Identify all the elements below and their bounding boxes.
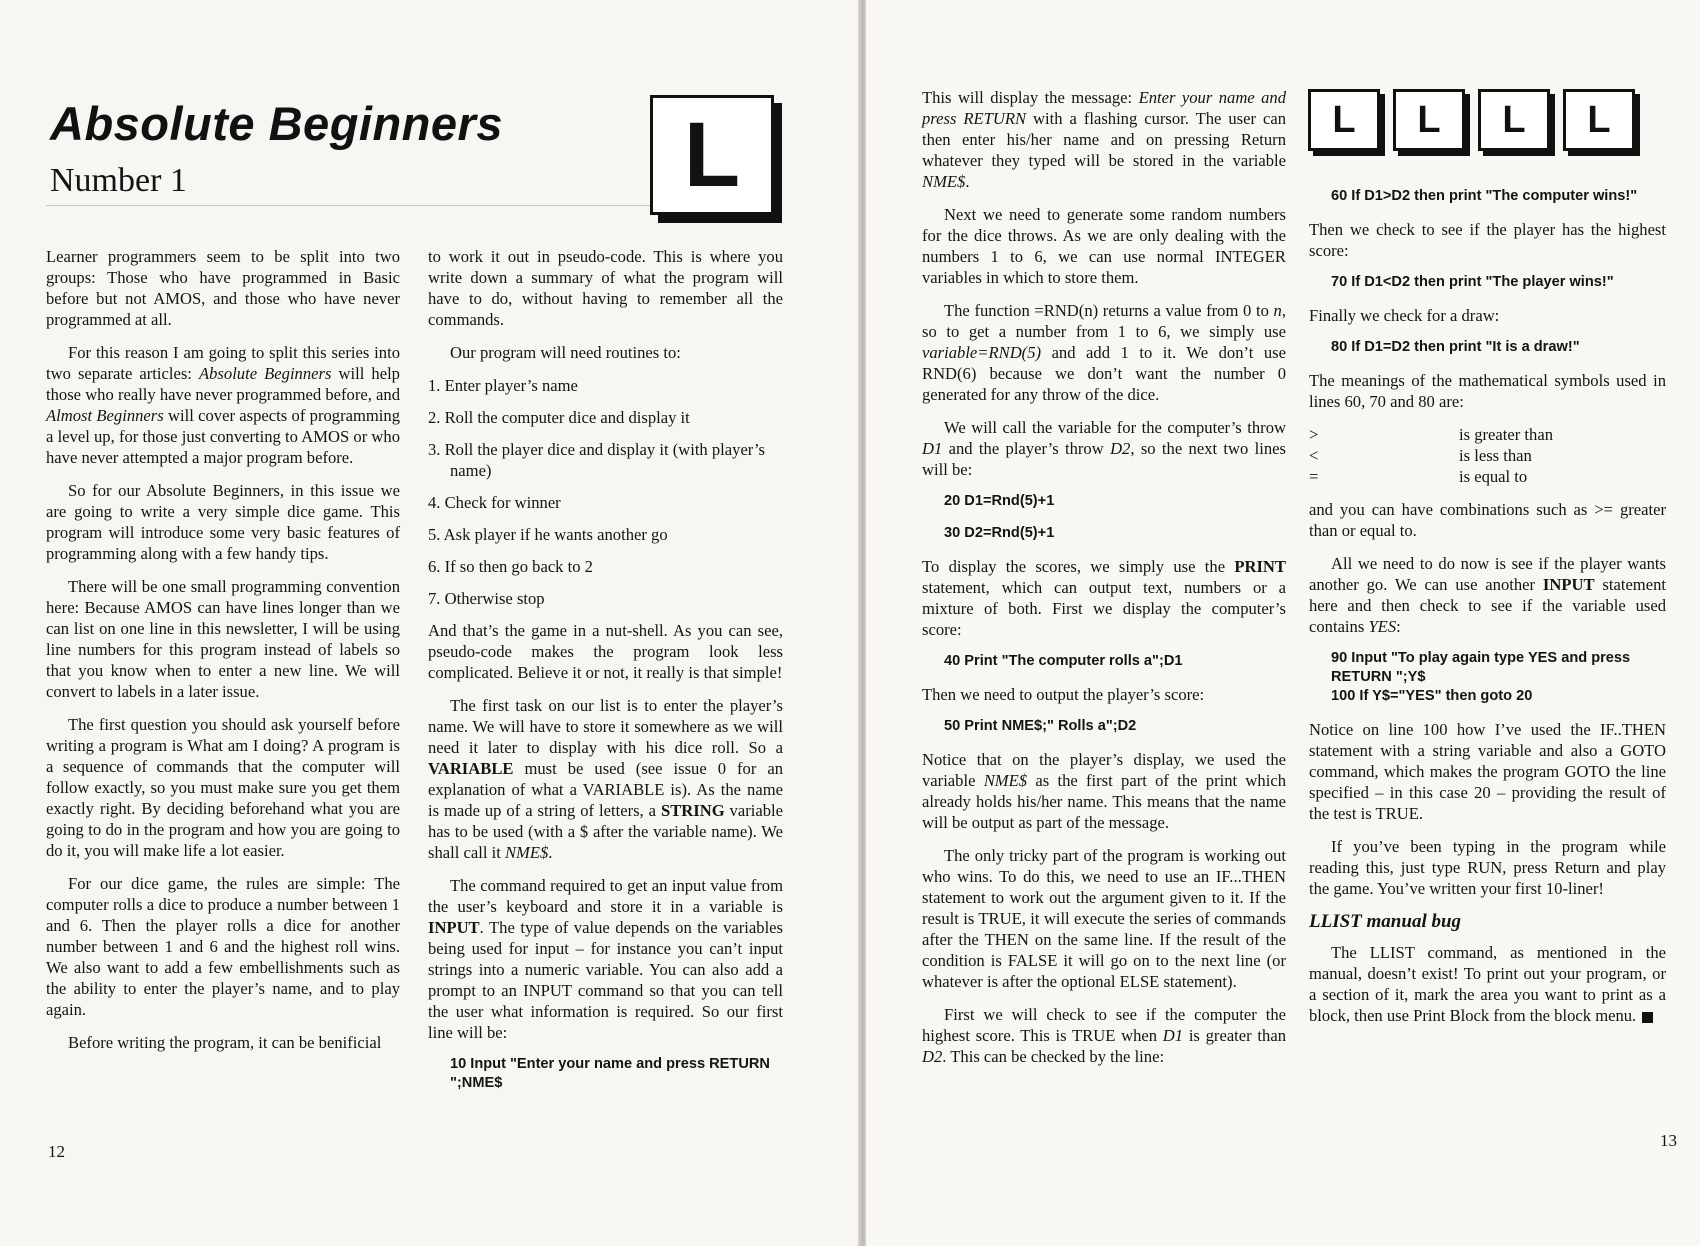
right-column-1 [922, 87, 1286, 1079]
l-logo-icon: L [650, 95, 774, 215]
list-item: 5. Ask player if he wants another go [428, 525, 668, 544]
section-heading: LLIST manual bug [1309, 911, 1462, 932]
paragraph: Our program will need routines to: [450, 343, 681, 362]
paragraph: to work it out in pseudo-code. This is where you write down a summary of what the program will have to do, without having to remember all the commands. [428, 247, 783, 329]
paragraph: Then we check to see if the player has the highest score: [1309, 220, 1666, 260]
symbol: < [1309, 446, 1319, 465]
paragraph: The command required to get an input value from the user’s keyboard and store it in a variable is INPUT. The type of value depends on the variables being used for input – for instance you can’t input strings into a numeric variable. You can also add a prompt to an INPUT command so that you can tell the user what information is required. So our first line will be: [428, 876, 783, 1042]
code-line: 80 If D1=D2 then print "It is a draw!" [1331, 339, 1580, 355]
right-column-2 [1309, 187, 1666, 1038]
paragraph: Finally we check for a draw: [1309, 306, 1500, 325]
paragraph: So for our Absolute Beginners, in this issue we are going to write a very simple dice game. This program will introduce some very basic features of programming along with a few handy tips. [46, 481, 400, 563]
symbol-table [1309, 424, 1666, 487]
list-item: 4. Check for winner [428, 493, 561, 512]
list-item: 3. Roll the player dice and display it (with player’s name) [428, 440, 766, 480]
paragraph: For our dice game, the rules are simple: The computer rolls a dice to produce a number between 1 and 6. Then the player rolls a dice for another number between 1 and 6 and the highest roll wins. We also want to add a few embellishments such as the ability to enter the player’s name, and to play again. [46, 874, 400, 1019]
paragraph: This will display the message: Enter your name and press RETURN with a flashing cursor. The user can then enter his/her name and on pressing Return whatever they typed will be stored in the variable NME$. [922, 88, 1287, 191]
page-number: 13 [1660, 1131, 1677, 1150]
paragraph: If you’ve been typing in the program while reading this, just type RUN, press Return and play the game. You’ve written your first 10-liner! [1309, 837, 1666, 898]
l-logo-icon: L [1478, 89, 1550, 151]
paragraph: First we will check to see if the computer the highest score. This is TRUE when D1 is greater than D2. This can be checked by the line: [922, 1005, 1287, 1066]
paragraph: The only tricky part of the program is working out who wins. To do this, we need to use an IF...THEN statement to work out the argument given to it. If the result is TRUE, it will execute the series of commands after the THEN on the same line. If the result of the condition is FALSE it will go on to the next line (or whatever is after the optional ELSE statement). [922, 846, 1286, 991]
title-divider [46, 205, 686, 206]
symbol-meaning: is equal to [1459, 467, 1528, 486]
page-number: 12 [48, 1142, 65, 1161]
code-line: 50 Print NME$;" Rolls a";D2 [944, 718, 1137, 734]
paragraph: The function =RND(n) returns a value from 0 to n, so to get a number from 1 to 6, we simply use variable=RND(5) and add 1 to it. We don’t use RND(6) because we don’t want the number 0 generated for any throw of the dice. [922, 301, 1286, 404]
paragraph: And that’s the game in a nut-shell. As you can see, pseudo-code makes the program look less complicated. Believe it or not, it really is that simple! [428, 621, 783, 682]
paragraph: All we need to do now is see if the player wants another go. We can use another INPUT statement here and then check to see if the variable used contains YES: [1309, 554, 1666, 636]
paragraph: There will be one small programming convention here: Because AMOS can have lines longer than we can list on one line in this newsletter, I will be using line numbers for this program instead of labels so that you know when to enter a new line. We will convert to labels in a later issue. [46, 577, 400, 701]
list-item: 6. If so then go back to 2 [428, 557, 593, 576]
paragraph: The LLIST command, as mentioned in the manual, doesn’t exist! To print out your program, or a section of it, mark the area you want to print as a block, then use Print Block from the block menu. [1309, 943, 1666, 1025]
end-mark-icon [1642, 1012, 1653, 1023]
left-column-2 [428, 246, 783, 1106]
l-logo-icon: L [1308, 89, 1380, 151]
left-column-1 [46, 246, 400, 1065]
paragraph: Notice that on the player’s display, we used the variable NME$ as the first part of the print which already holds his/her name. This means that the name will be output as part of the message. [922, 750, 1286, 832]
code-line: 70 If D1<D2 then print "The player wins!" [1331, 274, 1614, 290]
code-line: 40 Print "The computer rolls a";D1 [944, 653, 1183, 669]
paragraph: Then we need to output the player’s score: [922, 685, 1205, 704]
paragraph: The first task on our list is to enter the player’s name. We will have to store it somewhere as we will need it later to display with his dice roll. So a VARIABLE must be used (see issue 0 for an explanation of what a VARIABLE is). As the name is made up of a string of letters, a STRING variable has to be used (with a $ after the variable name). We shall call it NME$. [428, 696, 783, 862]
symbol-meaning: is less than [1459, 446, 1532, 465]
l-logo-icon: L [1563, 89, 1635, 151]
l-logo-icon: L [1393, 89, 1465, 151]
article-title: Absolute Beginners [50, 97, 503, 150]
symbol: > [1309, 425, 1319, 444]
paragraph: Next we need to generate some random numbers for the dice throws. As we are only dealing with the numbers 1 to 6, we can use normal INTEGER variables in which to store them. [922, 205, 1286, 287]
symbol: = [1309, 467, 1319, 486]
list-item: 2. Roll the computer dice and display it [428, 408, 690, 427]
paragraph: The first question you should ask yourself before writing a program is What am I doing? A program is a sequence of commands that the computer will follow exactly, so you must make sure you get them exactly right. By deciding beforehand what you are going to do in the program and how you are going to do it, you will make life a lot easier. [46, 715, 400, 860]
paragraph: Notice on line 100 how I’ve used the IF..THEN statement with a string variable and also a GOTO command, which makes the program GOTO the line specified – in this case 20 – providing the result of the test is TRUE. [1309, 720, 1666, 823]
symbol-meaning: is greater than [1459, 425, 1553, 444]
paragraph: Before writing the program, it can be benificial [68, 1033, 382, 1052]
paragraph: We will call the variable for the computer’s throw D1 and the player’s throw D2, so the next two lines will be: [922, 418, 1286, 479]
code-line: 20 D1=Rnd(5)+1 [944, 493, 1055, 509]
code-line: 100 If Y$="YES" then goto 20 [1331, 688, 1533, 704]
code-line: 30 D2=Rnd(5)+1 [944, 525, 1055, 541]
list-item: 7. Otherwise stop [428, 589, 545, 608]
code-line: 10 Input "Enter your name and press RETURN ";NME$ [450, 1056, 770, 1091]
pseudo-code-list [428, 375, 783, 609]
paragraph: The meanings of the mathematical symbols used in lines 60, 70 and 80 are: [1309, 371, 1666, 411]
article-subtitle: Number 1 [50, 162, 187, 199]
paragraph: For this reason I am going to split this series into two separate articles: Absolute Beginners will help those who really have never programmed before, and Almost Beginners will cover aspects of programming a level up, for those just converting to AMOS or who have never attempted a major program before. [46, 343, 400, 467]
paragraph: and you can have combinations such as >= greater than or equal to. [1309, 500, 1666, 540]
paragraph: Learner programmers seem to be split into two groups: Those who have programmed in Basic before but not AMOS, and those who have never programmed at all. [46, 247, 400, 329]
code-line: 90 Input "To play again type YES and press RETURN ";Y$ [1331, 650, 1631, 685]
list-item: 1. Enter player’s name [428, 376, 578, 395]
code-line: 60 If D1>D2 then print "The computer wins!" [1331, 188, 1638, 204]
paragraph: To display the scores, we simply use the PRINT statement, which can output text, numbers or a mixture of both. First we display the computer’s score: [922, 557, 1286, 639]
